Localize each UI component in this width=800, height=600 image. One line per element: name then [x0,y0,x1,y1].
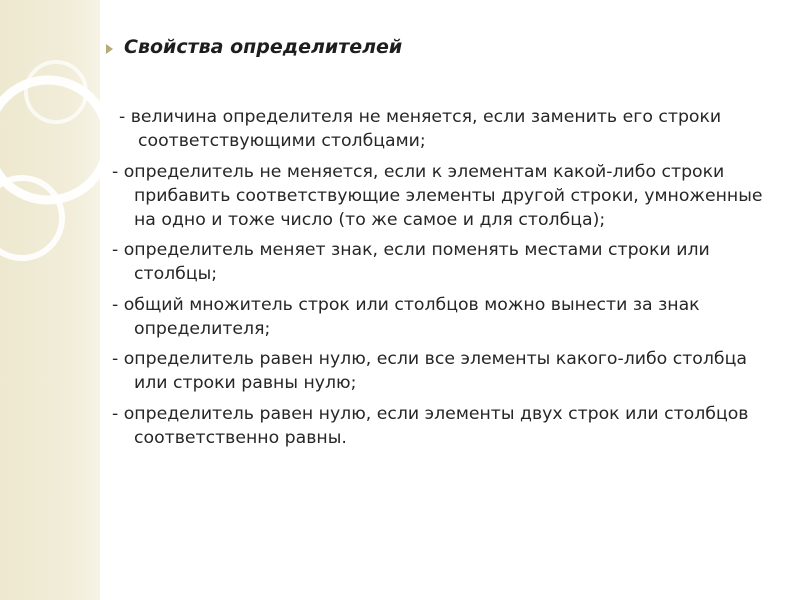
slide-title: Свойства определителей [124,36,403,58]
triangle-bullet-icon [106,44,113,54]
list-item: - определитель равен нулю, если элементы двух строк или столбцов соответственно равны. [112,403,749,448]
list-item: - определитель меняет знак, если поменять местами строки или столбцы; [112,240,710,284]
list-item: - определитель равен нулю, если все элементы какого-либо столбца или строки равны нулю; [112,349,747,393]
properties-list [112,105,777,456]
list-item: - величина определителя не меняется, если заменить его строки соответствующими столбцами; [119,107,722,151]
list-item: - определитель не меняется, если к элементам какой-либо строки прибавить соответствующие элементы другой строки, умноженные на одно и тоже число (то же самое и для столбца); [112,161,763,230]
list-item: - общий множитель строк или столбцов можно вынести за знак определителя; [112,294,700,339]
